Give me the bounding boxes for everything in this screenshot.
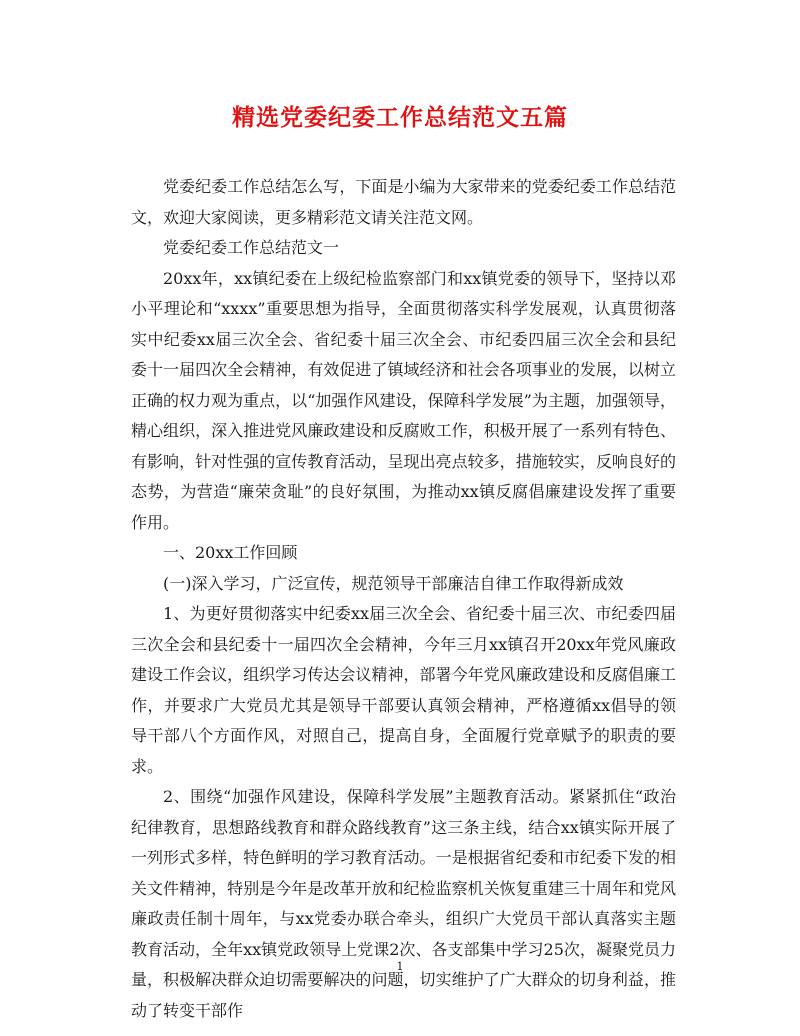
- body-paragraph: 20xx年，xx镇纪委在上级纪检监察部门和xx镇党委的领导下，坚持以邓小平理论和“xxxx”重要思想为指导，全面贯彻落实科学发展观，认真贯彻落实中纪委xx届三次全会、省纪委十届三次全会、市纪委四届三次全会和县纪委十一届四次全会精神，有效促进了镇域经济和社会各项事业的发展，以树立正确的权力观为重点，以“加强作风建设，保障科学发展”为主题，加强领导，精心组织，深入推进党风廉政建设和反腐败工作，积极开展了一系列有特色、有影响，针对性强的宣传教育活动，呈现出亮点较多，措施较实，反响良好的态势，为营造“廉荣贪耻”的良好氛围，为推动xx镇反腐倡廉建设发挥了重要作用。: [131, 268, 676, 532]
- page-number: 1: [396, 960, 404, 973]
- body-paragraph-item-1: 1、为更好贯彻落实中纪委xx届三次全会、省纪委十届三次、市纪委四届三次全会和县纪委十一届四次全会精神，今年三月xx镇召开20xx年党风廉政建设工作会议，组织学习传达会议精神，部署今年党风廉政建设和反腐倡廉工作，并要求广大党员尤其是领导干部要认真领会精神，严格遵循xx倡导的领导干部八个方面作风，对照自己，提高自身，全面履行党章赋予的职责的要求。: [131, 604, 676, 776]
- body-paragraph-item-2: 2、围绕“加强作风建设，保障科学发展”主题教育活动。紧紧抓住“政治纪律教育，思想路线教育和群众路线教育”这三条主线，结合xx镇实际开展了一列形式多样，特色鲜明的学习教育活动。一是根据省纪委和市纪委下发的相关文件精神，特别是今年是改革开放和纪检监察机关恢复重建三十周年和党风廉政责任制十周年，与xx党委办联合牵头，组织广大党员干部认真落实主题教育活动，全年xx镇党政领导上党课2次、各支部集中学习25次，凝聚党员力量，积极解决群众迫切需要解决的问题，切实维护了广大群众的切身利益，推动了转变干部作: [131, 787, 676, 1020]
- section-heading-review: 一、20xx工作回顾: [163, 543, 298, 562]
- subsection-heading: (一)深入学习，广泛宣传，规范领导干部廉洁自律工作取得新成效: [163, 573, 624, 593]
- section-heading-essay-one: 党委纪委工作总结范文一: [163, 238, 340, 257]
- document-title: 精选党委纪委工作总结范文五篇: [232, 104, 568, 131]
- document-body: [131, 172, 676, 1026]
- intro-paragraph: 党委纪委工作总结怎么写，下面是小编为大家带来的党委纪委工作总结范文，欢迎大家阅读，更多精彩范文请关注范文网。: [131, 177, 676, 227]
